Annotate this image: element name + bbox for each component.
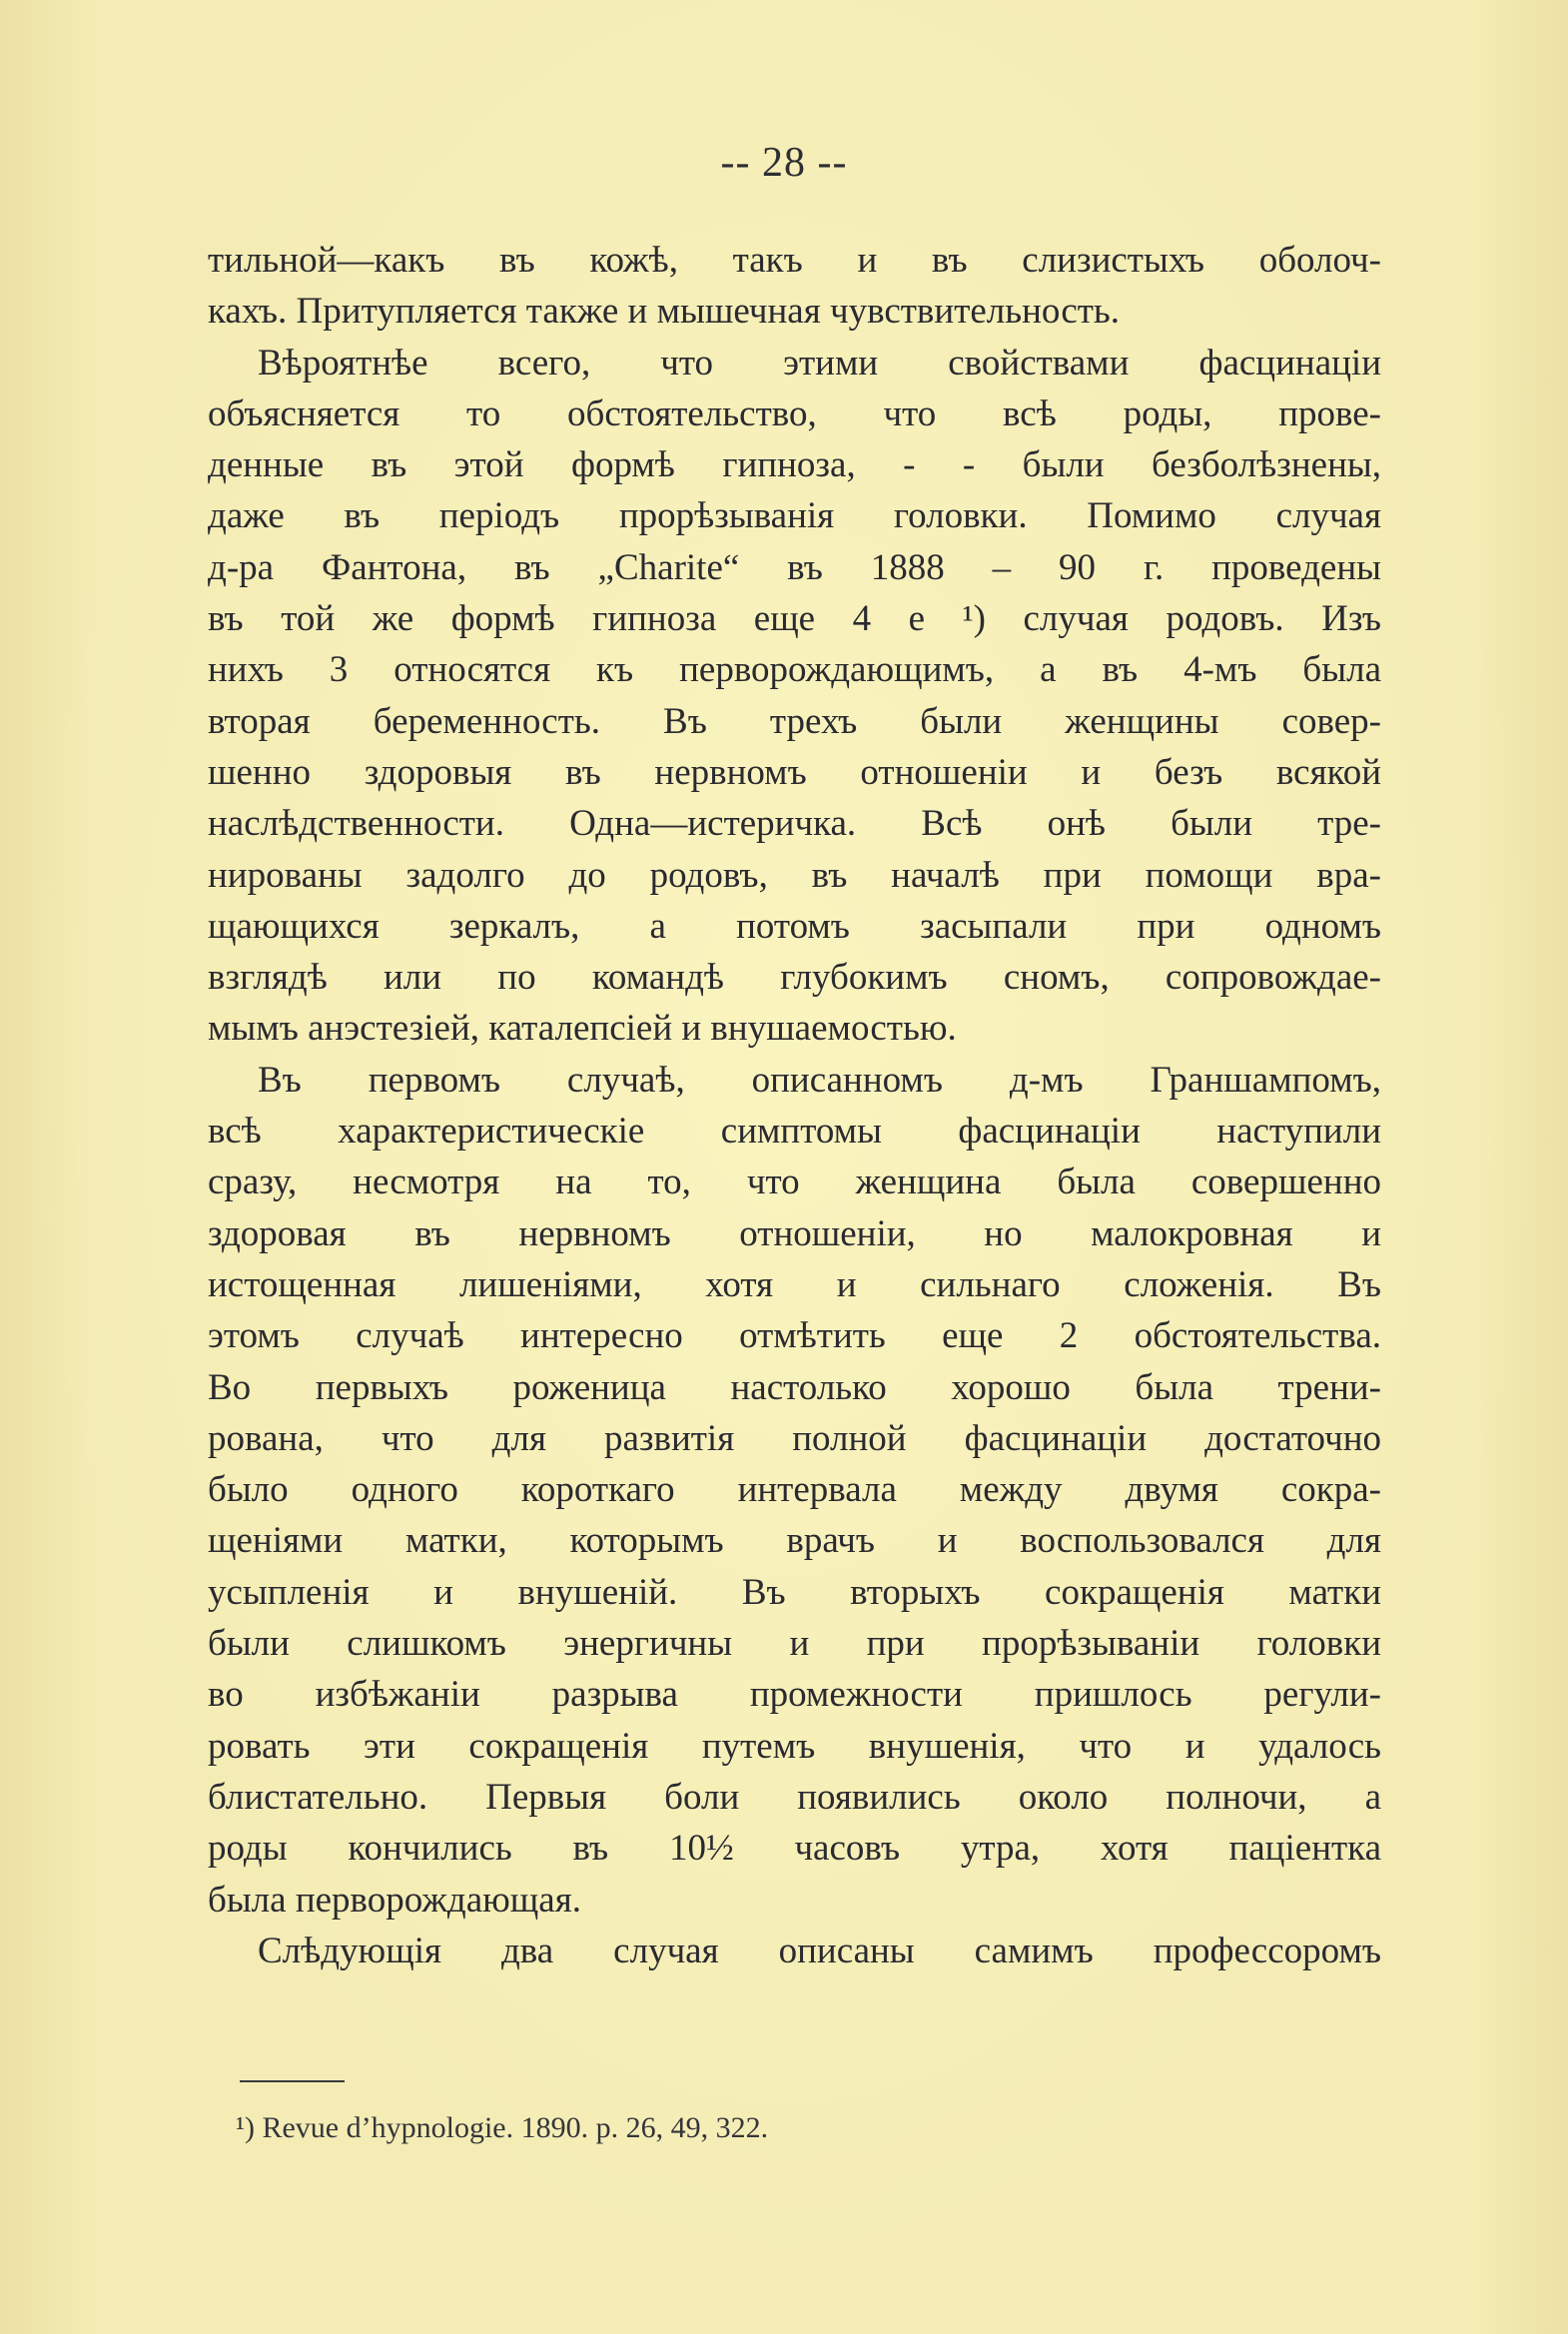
- paragraph: [208, 235, 1381, 338]
- text-line: вторая беременность. Въ трехъ были женщины совер-: [208, 700, 1381, 742]
- text-line: Вѣроятнѣе всего, что этими свойствами фасцинаціи: [258, 342, 1381, 384]
- text-line: взглядѣ или по командѣ глубокимъ сномъ, сопровождае-: [208, 957, 1381, 999]
- text-line: была перворождающая.: [208, 1879, 581, 1921]
- text-line: роды кончились въ 10½ часовъ утра, хотя паціентка: [208, 1828, 1381, 1870]
- text-line: шенно здоровыя въ нервномъ отношеніи и безъ всякой: [208, 751, 1381, 793]
- text-line: были слишкомъ энергичны и при прорѣзываніи головки: [208, 1623, 1381, 1665]
- paragraph: [208, 1055, 1381, 1926]
- text-line: объясняется то обстоятельство, что всѣ роды, прове-: [208, 392, 1381, 434]
- text-line: щающихся зеркалъ, а потомъ засыпали при одномъ: [208, 905, 1381, 947]
- text-line: усыпленія и внушеній. Въ вторыхъ сокращенія матки: [208, 1571, 1381, 1613]
- text-line: рована, что для развитія полной фасцинаціи достаточно: [208, 1417, 1381, 1459]
- text-line: щеніями матки, которымъ врачъ и воспользовался для: [208, 1520, 1381, 1562]
- text-line: д-ра Фантона, въ „Charite“ въ 1888 – 90 г. проведены: [208, 546, 1381, 588]
- text-line: тильной—какъ въ кожѣ, такъ и въ слизистыхъ оболоч-: [208, 240, 1381, 281]
- text-line: Въ первомъ случаѣ, описанномъ д-мъ Граншампомъ,: [258, 1059, 1381, 1101]
- text-line: блистательно. Первыя боли появились около полночи, а: [208, 1776, 1381, 1818]
- text-line: было одного короткаго интервала между двумя сокра-: [208, 1469, 1381, 1511]
- text-line: во избѣжаніи разрыва промежности пришлось регули-: [208, 1674, 1381, 1716]
- text-line: ровать эти сокращенія путемъ внушенія, что и удалось: [208, 1725, 1381, 1767]
- body-text: [208, 235, 1381, 1976]
- footnote: ¹) Revue d’hypnologie. 1890. p. 26, 49, 322.: [236, 2111, 769, 2144]
- text-line: Во первыхъ роженица настолько хорошо была трени-: [208, 1366, 1381, 1408]
- text-line: этомъ случаѣ интересно отмѣтить еще 2 обстоятельства.: [208, 1315, 1381, 1357]
- text-line: всѣ характеристическіе симптомы фасцинаціи наступили: [208, 1111, 1381, 1153]
- text-line: Слѣдующія два случая описаны самимъ профессоромъ: [258, 1930, 1381, 1971]
- text-line: нированы задолго до родовъ, въ началѣ при помощи вра-: [208, 854, 1381, 896]
- text-line: кахъ. Притупляется также и мышечная чувствительность.: [208, 291, 1121, 333]
- footnote-rule: [240, 2080, 345, 2082]
- text-line: даже въ періодъ прорѣзыванія головки. Помимо случая: [208, 495, 1381, 537]
- text-line: наслѣдственности. Одна—истеричка. Всѣ онѣ были тре-: [208, 803, 1381, 845]
- paragraph: [208, 338, 1381, 1055]
- text-line: истощенная лишеніями, хотя и сильнаго сложенія. Въ: [208, 1263, 1381, 1305]
- text-line: нихъ 3 относятся къ перворождающимъ, а въ 4-мъ была: [208, 649, 1381, 691]
- text-line: сразу, несмотря на то, что женщина была совершенно: [208, 1162, 1381, 1203]
- text-line: здоровая въ нервномъ отношеніи, но малокровная и: [208, 1212, 1381, 1254]
- text-line: въ той же формѣ гипноза еще 4 е ¹) случая родовъ. Изъ: [208, 598, 1381, 640]
- text-line: мымъ анэстезіей, каталепсіей и внушаемостью.: [208, 1008, 957, 1050]
- text-line: денные въ этой формѣ гипноза, - - были безболѣзнены,: [208, 444, 1381, 486]
- paragraph: [208, 1926, 1381, 1976]
- page-number: -- 28 --: [720, 140, 848, 186]
